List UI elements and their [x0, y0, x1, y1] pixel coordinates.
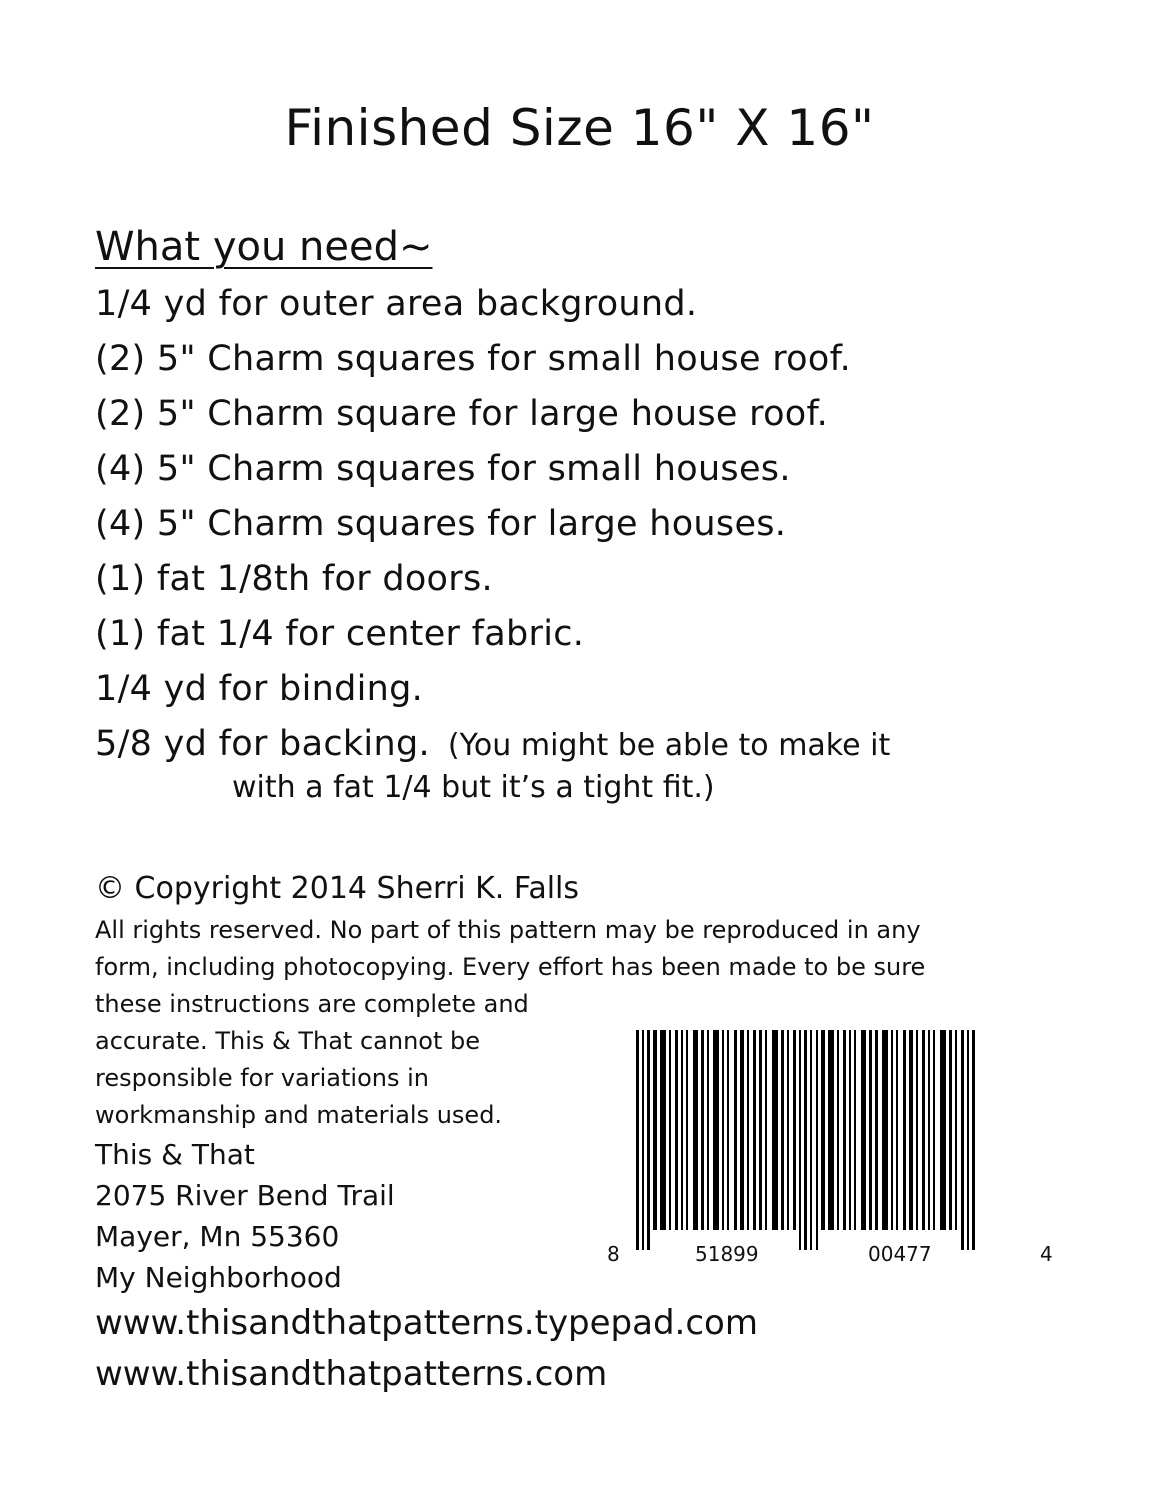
site-link[interactable]: www.thisandthatpatterns.com: [95, 1354, 608, 1394]
barcode-bar: [933, 1030, 935, 1230]
barcode-bar: [869, 1030, 872, 1230]
barcode-bar: [693, 1030, 698, 1230]
barcode-digits-group2: 00477: [868, 1242, 932, 1266]
company-address: [95, 1134, 395, 1298]
copyright-notice: © Copyright 2014 Sherri K. Falls: [95, 871, 579, 906]
barcode-bar: [821, 1030, 825, 1230]
website-links: [95, 1298, 758, 1400]
barcode-bar: [828, 1030, 834, 1230]
rights-line: accurate. This & That cannot be: [95, 1027, 480, 1055]
materials-list: [95, 277, 890, 772]
barcode-bar: [896, 1030, 898, 1230]
material-item: (2) 5" Charm squares for small house roof.: [95, 339, 852, 379]
barcode-bar: [843, 1030, 846, 1230]
what-you-need-heading: What you need~: [95, 224, 433, 270]
material-item: (2) 5" Charm square for large house roof.: [95, 394, 829, 434]
barcode-bar: [701, 1030, 704, 1230]
page-title: Finished Size 16" X 16": [284, 99, 875, 157]
barcode-bars: [636, 1030, 975, 1250]
barcode-bar: [793, 1030, 796, 1230]
barcode-bar: [759, 1030, 762, 1230]
rights-line: workmanship and materials used.: [95, 1101, 503, 1129]
material-item: 1/4 yd for outer area background.: [95, 284, 698, 324]
barcode-bar: [787, 1030, 789, 1230]
barcode-bar: [810, 1030, 812, 1250]
material-item: (1) fat 1/8th for doors.: [95, 559, 493, 599]
barcode-bar: [686, 1030, 688, 1230]
barcode-bar: [861, 1030, 866, 1230]
barcode-bar: [967, 1030, 969, 1250]
barcode-digit-left: 8: [607, 1242, 620, 1266]
barcode-bar: [972, 1030, 975, 1250]
barcode-bar: [854, 1030, 856, 1230]
barcode-bar: [747, 1030, 749, 1230]
barcode-bar: [734, 1030, 737, 1230]
rights-line: form, including photocopying. Every effort has been made to be sure: [95, 953, 926, 981]
barcode-bar: [922, 1030, 925, 1230]
barcode-bar: [636, 1030, 639, 1250]
rights-line: these instructions are complete and: [95, 990, 529, 1018]
barcode-bar: [675, 1030, 678, 1230]
barcode-bar: [916, 1030, 918, 1230]
rights-line: All rights reserved. No part of this pattern may be reproduced in any: [95, 916, 921, 944]
rights-line: responsible for variations in: [95, 1064, 429, 1092]
barcode-bar: [707, 1030, 709, 1230]
barcode-bar: [653, 1030, 657, 1230]
barcode-bar: [642, 1030, 644, 1250]
backing-note-continued: with a fat 1/4 but it’s a tight fit.): [232, 770, 715, 805]
barcode-digits-group1: 51899: [695, 1242, 759, 1266]
material-item: (1) fat 1/4 for center fabric.: [95, 614, 585, 654]
blog-link[interactable]: www.thisandthatpatterns.typepad.com: [95, 1303, 758, 1343]
barcode-bar: [660, 1030, 666, 1230]
barcode-bar: [722, 1030, 724, 1230]
barcode-bar: [765, 1030, 767, 1230]
backing-note: (You might be able to make it: [447, 728, 891, 763]
barcode-bar: [740, 1030, 744, 1230]
barcode-bar: [891, 1030, 893, 1230]
material-item: (4) 5" Charm squares for small houses.: [95, 449, 791, 489]
barcode-digit-right: 4: [1040, 1242, 1053, 1266]
pattern-name: My Neighborhood: [95, 1261, 342, 1294]
barcode-bar: [669, 1030, 671, 1230]
material-item-backing: 5/8 yd for backing. (You might be able to make it: [95, 724, 891, 764]
material-item: 1/4 yd for binding.: [95, 669, 424, 709]
barcode-bar: [781, 1030, 784, 1230]
barcode-bar: [961, 1030, 964, 1250]
barcode-bar: [799, 1030, 801, 1250]
barcode-bar: [882, 1030, 888, 1230]
barcode-bar: [928, 1030, 930, 1230]
upc-barcode: [600, 1018, 1060, 1268]
street-address: 2075 River Bend Trail: [95, 1179, 395, 1212]
barcode-bar: [849, 1030, 851, 1230]
barcode-bar: [903, 1030, 906, 1230]
barcode-bar: [804, 1030, 807, 1250]
rights-text-continued: [95, 986, 529, 1134]
barcode-bar: [647, 1030, 650, 1250]
barcode-bar: [753, 1030, 756, 1230]
rights-text: [95, 912, 925, 986]
barcode-bar: [727, 1030, 729, 1230]
company-name: This & That: [95, 1138, 255, 1171]
barcode-bar: [909, 1030, 913, 1230]
material-item: (4) 5" Charm squares for large houses.: [95, 504, 787, 544]
barcode-bar: [949, 1030, 952, 1230]
barcode-bar: [816, 1030, 818, 1250]
barcode-bar: [875, 1030, 878, 1230]
barcode-bar: [837, 1030, 839, 1230]
city-state-zip: Mayer, Mn 55360: [95, 1220, 340, 1253]
barcode-bar: [955, 1030, 957, 1230]
barcode-bar: [940, 1030, 946, 1230]
barcode-bar: [681, 1030, 683, 1230]
barcode-bar: [713, 1030, 719, 1230]
barcode-bar: [772, 1030, 778, 1230]
